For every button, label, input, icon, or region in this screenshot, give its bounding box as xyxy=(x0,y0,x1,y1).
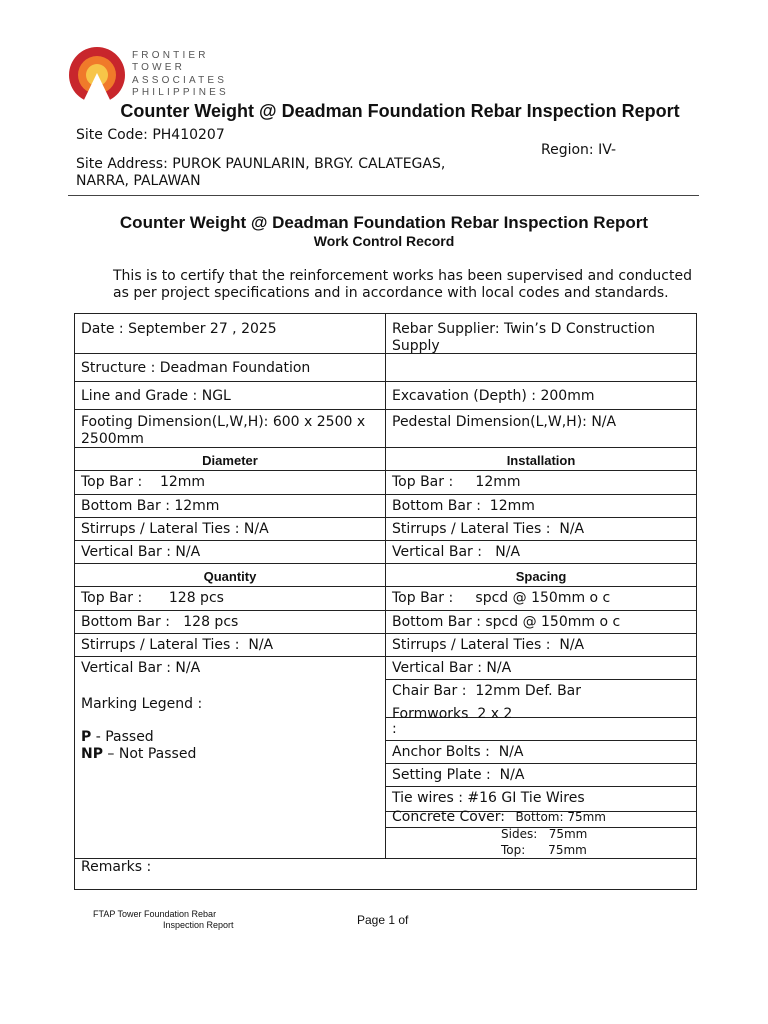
quantity-header: Quantity xyxy=(203,569,257,584)
header-divider xyxy=(68,195,699,196)
row-divider xyxy=(75,563,696,564)
spacing-bottom-bar: Bottom Bar : spcd @ 150mm o c xyxy=(392,614,621,630)
quantity-top-bar: Top Bar : 128 pcs xyxy=(81,590,224,606)
installation-top-bar: Top Bar : 12mm xyxy=(392,474,521,490)
structure-cell: Structure : Deadman Foundation xyxy=(81,360,311,376)
diameter-bottom-bar: Bottom Bar : 12mm xyxy=(81,498,220,514)
spacing-stirrups: Stirrups / Lateral Ties : N/A xyxy=(392,637,585,653)
inspection-table xyxy=(74,313,697,890)
anchor-bolts-cell: Anchor Bolts : N/A xyxy=(392,744,524,760)
logo-line: ASSOCIATES xyxy=(132,74,228,86)
footing-dimension-cell: Footing Dimension(L,W,H): 600 x 2500 x 2500mm xyxy=(81,414,366,447)
legend-not-passed: NP – Not Passed xyxy=(81,746,197,762)
row-divider xyxy=(75,494,696,495)
row-divider xyxy=(75,517,696,518)
line-grade-cell: Line and Grade : NGL xyxy=(81,388,231,404)
installation-stirrups: Stirrups / Lateral Ties : N/A xyxy=(392,521,585,537)
installation-bottom-bar: Bottom Bar : 12mm xyxy=(392,498,535,514)
spacing-vertical-bar: Vertical Bar : N/A xyxy=(392,660,512,676)
address-line-2: NARRA, PALAWAN xyxy=(76,173,201,189)
legend-passed: P - Passed xyxy=(81,729,154,745)
quantity-bottom-bar: Bottom Bar : 128 pcs xyxy=(81,614,239,630)
legend-title: Marking Legend : xyxy=(81,696,203,712)
spacing-top-bar: Top Bar : spcd @ 150mm o c xyxy=(392,590,611,606)
row-divider xyxy=(75,656,696,657)
row-divider xyxy=(385,679,696,680)
diameter-top-bar: Top Bar : 12mm xyxy=(81,474,206,490)
site-address xyxy=(76,156,476,190)
row-divider xyxy=(75,381,696,382)
diameter-vertical-bar: Vertical Bar : N/A xyxy=(81,544,201,560)
certification-text: This is to certify that the reinforcement works has been supervised and conducted as per project specifications and in accordance with local codes and standards. xyxy=(113,268,692,301)
diameter-header: Diameter xyxy=(202,453,258,468)
formworks-cell: Formworks 2 x 2 : xyxy=(392,706,513,737)
spacing-header: Spacing xyxy=(515,569,567,584)
row-divider xyxy=(385,763,696,764)
footer-page-number: Page 1 of xyxy=(357,913,409,927)
company-logo-icon xyxy=(68,46,126,104)
cover-top: Top: 75mm xyxy=(501,843,587,857)
setting-plate-cell: Setting Plate : N/A xyxy=(392,767,525,783)
date-cell: Date : September 27 , 2025 xyxy=(81,321,277,337)
row-divider xyxy=(75,633,696,634)
address-line-1: Site Address: PUROK PAUNLARIN, BRGY. CALATEGAS, xyxy=(76,156,446,172)
installation-vertical-bar: Vertical Bar : N/A xyxy=(392,544,521,560)
concrete-cover-label: Concrete Cover: xyxy=(392,809,505,825)
region: Region: IV- xyxy=(541,142,617,158)
row-divider xyxy=(75,540,696,541)
row-divider xyxy=(385,740,696,741)
excavation-cell: Excavation (Depth) : 200mm xyxy=(392,388,595,404)
marking-legend xyxy=(75,696,385,763)
row-divider xyxy=(75,586,696,587)
company-logo-text xyxy=(132,50,229,99)
row-divider xyxy=(75,409,696,410)
quantity-vertical-bar: Vertical Bar : N/A xyxy=(81,660,201,676)
concrete-cover-cell xyxy=(386,809,696,825)
quantity-stirrups: Stirrups / Lateral Ties : N/A xyxy=(81,637,274,653)
logo-line: PHILIPPINES xyxy=(132,86,229,98)
section-title: Counter Weight @ Deadman Foundation Rebar Inspection Report xyxy=(119,213,649,232)
document-title: Counter Weight @ Deadman Foundation Rebar Inspection Report xyxy=(120,101,680,121)
chair-bar-cell: Chair Bar : 12mm Def. Bar xyxy=(392,683,582,699)
site-code: Site Code: PH410207 xyxy=(76,127,225,143)
diameter-stirrups: Stirrups / Lateral Ties : N/A xyxy=(81,521,269,537)
footer-document-name: FTAP Tower Foundation Rebar Inspection Report xyxy=(93,909,234,930)
tie-wires-cell: Tie wires : #16 GI Tie Wires xyxy=(392,790,585,806)
section-subtitle: Work Control Record xyxy=(313,233,455,249)
logo-line: FRONTIER xyxy=(132,50,209,61)
pedestal-dimension-cell: Pedestal Dimension(L,W,H): N/A xyxy=(392,414,617,430)
row-divider xyxy=(75,470,696,471)
row-divider xyxy=(75,610,696,611)
row-divider xyxy=(385,786,696,787)
cover-bottom: Bottom: 75mm xyxy=(515,810,606,824)
installation-header: Installation xyxy=(506,453,576,468)
cover-sides: Sides: 75mm xyxy=(501,827,588,841)
logo-line: TOWER xyxy=(132,62,186,74)
remarks-cell: Remarks : xyxy=(81,859,152,875)
supplier-cell: Rebar Supplier: Twin’s D Construction Supply xyxy=(392,321,655,354)
